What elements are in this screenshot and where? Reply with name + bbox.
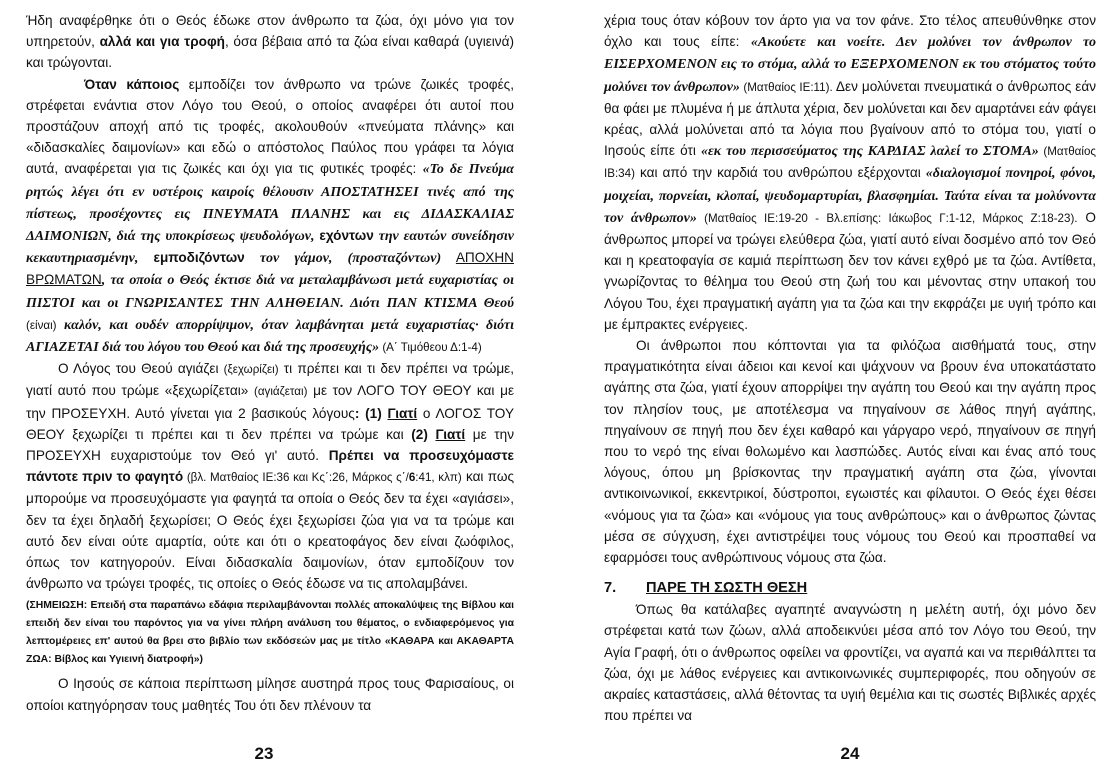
text: χέρια τους όταν κόβουν τον άρτο για να τον φάνε. Στο τέλος απευθύνθηκε στον όχλο και τους είπε: bbox=[604, 13, 1096, 50]
text: Οι άνθρωποι που κόπτονται για τα φιλόζωα αισθήματά τους, στην πραγματικότητα είναι άδειοι και κενοί και ψάχνουν να βρουν ένα υποκατάστατο αγάπης στα ζώα, γιατί έχουν απορρίψει την αγάπη του Θεού και την αγάπη προς τον πλησίον τους, με αποτέλεσμα να πηγαίνουν σε λάθος πηγή αγάπης, πηγαίνουν σε πηγή που δεν έχει καθαρό και γάργαρο νερό, πηγαίνουν σε πηγή που το νερό της είναι θολωμένο και λασπώδες. Αυτός είναι και ένας από τους λόγους, όπου μη βρίσκοντας την πραγματική αγάπη στα ζώα, γίνονται αντικοινωνικοί, εκκεντρικοί, δύστροποι, εγωιστές και φίλαυτοι. Ο Θεός έχει θέσει «νόμους για τα ζώα» και «νόμους για τους ανθρώπους» και ο άνθρωπος ζώντας μέσα σε σύγχυση, έχει αντιστρέψει τους νόμους του Θεού και προσπαθεί να εφαρμόσει τους ανθρώπινους νόμους στα ζώα. bbox=[604, 338, 1096, 566]
right-page bbox=[604, 0, 1096, 776]
underlined-text: ΑΠΟΧΗΝ ΒΡΩΜΑΤΩΝ bbox=[26, 250, 515, 288]
reference: (Ματθαίος ΙΒ:34) bbox=[604, 145, 1096, 181]
paragraph bbox=[26, 10, 514, 74]
paragraph bbox=[604, 10, 1096, 335]
bold-text: αλλά και για τροφή bbox=[99, 34, 225, 50]
section-title: ΠΑΡΕ ΤΗ ΣΩΣΤΗ ΘΕΣΗ bbox=[646, 580, 808, 597]
text: (είναι) bbox=[26, 318, 57, 332]
text: Ο Ιησούς σε κάποια περίπτωση μίλησε αυστηρά προς τους Φαρισαίους, οι οποίοι κατηγόρησαν τους μαθητές Του ότι δεν πλένουν τα bbox=[26, 676, 514, 713]
text: και από την καρδιά του ανθρώπου εξέρχονται bbox=[634, 165, 926, 181]
text: (αγιάζεται) bbox=[253, 385, 308, 399]
scripture-quote: «Ακούετε και νοείτε. Δεν μολύνει τον άνθρωπον το ΕΙΣΕΡΧΟΜΕΝΟΝ εις το στόμα, αλλά το ΕΞΕΡΧΟΜΕΝΟΝ εκ του στόματος τούτο μολύνει τον άνθρωπον» bbox=[604, 35, 1096, 95]
note: (ΣΗΜΕΙΩΣΗ: Επειδή στα παραπάνω εδάφια περιλαμβάνονται πολλές αποκαλύψεις της Βίβλου και επειδή δεν είναι του παρόντος για να γίνει πλήρη ανάλυση του θέματος, ο ενδιαφερόμενος για λεπτομέρειες επ' αυτού θα βρει στο βιβλίο των εκδόσεών μας με τίτλο «ΚΑΘΑΡΑ και ΑΚΑΘΑΡΤΑ ΖΩΑ: Βίβλος και Υγιεινή διατροφή») bbox=[26, 600, 514, 666]
reference: (Ματθαίος ΙΕ:11). bbox=[739, 80, 833, 94]
bold-underlined-text: Γιατί bbox=[435, 426, 466, 442]
left-page-body bbox=[26, 10, 514, 716]
text: Δεν μολύνεται πνευματικά ο άνθρωπος εάν θα φάει με πλυμένα ή με άπλυτα χέρια, δεν μολύνεται και δεν αμαρτάνει εάν φάγει κρέας, αλλά μολύνεται από τα λόγια που βγαίνουν από το στόμα του, γιατί ο Ιησούς είπε ότι bbox=[604, 78, 1097, 159]
paragraph bbox=[26, 673, 514, 715]
scripture-quote: (προσταζόντων) bbox=[347, 251, 442, 267]
bold-text: Όταν κάποιος bbox=[84, 76, 180, 92]
text: : bbox=[354, 405, 360, 421]
bold-text: εχόντων bbox=[319, 228, 374, 244]
section-number: 7. bbox=[604, 580, 617, 597]
list-number: (1) bbox=[365, 405, 382, 421]
text: Ο άνθρωπος μπορεί να τρώγει ελεύθερα ζώα, γιατί αυτό είναι δοσμένο από τον Θεό και η κρεατοφαγία σε καμιά περίπτωση δεν τον κάνει εχθρό με τα ζώα. Αντίθετα, γνωρίζοντας το θέλημα του Θεού στη ζωή του και μένοντας στην υπακοή του Λόγου Του, έχει πραγματική αγάπη για τα ζώα και την εκφράζει με υγιή τρόπο και με έμπρακτες ενέργειες. bbox=[604, 209, 1096, 332]
scripture-quote: , τα οποία ο Θεός έκτισε διά να μεταλαμβάνωσι μετά ευχαριστίας οι ΠΙΣΤΟΙ και οι ΓΝΩΡΙΣΑΝΤΕΣ ΤΗΝ ΑΛΗΘΕΙΑΝ. Διότι ΠΑΝ ΚΤΙΣΜΑ Θεού bbox=[26, 273, 514, 311]
reference: 6 bbox=[408, 471, 416, 485]
scripture-quote: καλόν, και ουδέν απορρίψιμον, όταν λαμβάνηται μετά ευχαριστίας· διότι ΑΓΙΑΖΕΤΑΙ διά του λόγου του Θεού και διά της προσευχής» bbox=[26, 317, 514, 356]
reference: (βλ. Ματθαίος ΙΕ:36 και Κς΄:26, Μάρκος ς΄/ bbox=[183, 471, 409, 485]
section-heading bbox=[604, 578, 1096, 599]
right-page-body bbox=[604, 10, 1096, 727]
text: με τον ΛΟΓΟ ΤΟΥ ΘΕΟΥ και με την ΠΡΟΣΕΥΧΗ. Αυτό γίνεται για 2 βασικούς λόγους bbox=[26, 383, 515, 421]
text: Όπως θα κατάλαβες αγαπητέ αναγνώστη η μελέτη αυτή, όχι μόνο δεν στρέφεται κατά των ζώων, αλλά αποδεικνύει μέσα από τον Λόγο του Θεού, την Αγία Γραφή, ότι ο άνθρωπος οφείλει να φροντίζει, να αγαπά και να περιθάλπτει τα ζώα, όχι με λάθος ενέργειες και αντικοινωνικές συμπεριφορές, που οδηγούν σε ακραίες καταστάσεις, αλλά θέτοντας τα υγιή θεμέλια και τις σωστές Βιβλικές αρχές που πρέπει να bbox=[604, 602, 1096, 724]
paragraph bbox=[26, 358, 514, 594]
text: με την ΠΡΟΣΕΥΧΗ ευχαριστούμε τον Θεό γι' αυτό. bbox=[26, 426, 514, 464]
reference: :41, κλπ) bbox=[415, 471, 462, 485]
scripture-quote: «Το δε Πνεύμα ρητώς λέγει ότι εν υστέροις καιροίς θέλουσιν ΑΠΟΣΤΑΤΗΣΕΙ τινές από της πίστεως, προσέχοντες εις ΠΝΕΥΜΑΤΑ ΠΛΑΝΗΣ και εις ΔΙΔΑΣΚΑΛΙΑΣ ΔΑΙΜΟΝΙΩΝ, διά της υποκρίσεως ψευδολόγων, bbox=[26, 162, 514, 245]
bold-text: εμποδιζόντων bbox=[153, 250, 245, 266]
text: εμποδίζει τον άνθρωπο να τρώνε ζωικές τροφές, στρέφεται ενάντια στον Λόγο του Θεού, ο οποίος αναφέρει ότι αυτοί που προστάζουν αποχή από τις τροφές, ακολουθούν «πνεύματα πλάνης» και «διδασκαλίες δαιμονίων» και εδώ ο απόστολος Παύλος που γράφει τα λόγια αυτά, αναφέρεται για τις ζωικές και όχι για τις φυτικές τροφές: bbox=[26, 76, 515, 177]
paragraph bbox=[604, 599, 1096, 726]
reference: (Α΄ Τιμόθεου Δ:1-4) bbox=[379, 341, 482, 355]
text: τι πρέπει και τι δεν πρέπει να τρώμε, γιατί αυτό που τρώμε «ξεχωρίζεται» bbox=[26, 361, 514, 399]
paragraph bbox=[26, 74, 514, 359]
text: Ήδη αναφέρθηκε ότι ο Θεός έδωκε στον άνθρωπο τα ζώα, όχι μόνο για τον υπηρετούν, bbox=[26, 13, 514, 50]
bold-text: Πρέπει να προσευχόμαστε πάντοτε πριν το φαγητό bbox=[26, 448, 514, 485]
page-number: 24 bbox=[840, 744, 860, 763]
text: ο ΛΟΓΟΣ ΤΟΥ ΘΕΟΥ ξεχωρίζει τι πρέπει και τι δεν πρέπει να τρώμε και bbox=[26, 405, 515, 442]
text: (ξεχωρίζει) bbox=[223, 363, 279, 377]
page-number: 23 bbox=[254, 744, 274, 763]
text: , όσα βέβαια από τα ζώα είναι καθαρά (υγιεινά) και τρώγονται. bbox=[26, 34, 514, 71]
scripture-quote: «εκ του περισσεύματος της ΚΑΡΔΙΑΣ λαλεί το ΣΤΟΜΑ» bbox=[701, 144, 1039, 160]
text: Ο Λόγος του Θεού αγιάζει bbox=[58, 361, 224, 377]
left-page bbox=[26, 0, 514, 776]
scripture-quote: «διαλογισμοί πονηροί, φόνοι, μοιχείαι, πορνείαι, κλοπαί, ψευδομαρτυρίαι, βλασφημίαι. Ταύτα είναι τα μολύνοντα τον άνθρωπον» bbox=[604, 166, 1096, 226]
scripture-quote: τον γάμον, bbox=[244, 251, 348, 267]
paragraph bbox=[604, 335, 1096, 568]
list-number: (2) bbox=[411, 426, 428, 442]
reference: (Ματθαίος ΙΕ:19-20 - Βλ.επίσης: Ιάκωβος Γ:1-12, Μάρκος Ζ:18-23). bbox=[696, 211, 1078, 225]
text: και πως μπορούμε να προσευχόμαστε για φαγητά τα οποία ο Θεός δεν τα έχει «αγιάσει», δεν τα έχει δηλαδή ξεχωρίσει; Ο Θεός έχει ξεχωρίσει ζώα για να τα τρώμε και αυτό δεν είναι ούτε αμαρτία, ούτε και ότι ο κρεατοφάγος δεν είναι ζωόφιλος, όπως τον κατηγορούν. Είναι διδασκαλία δαιμονίων, όταν εμποδίζουν τον άνθρωπο να τρώγει τροφές, τις οποίες ο Θεός έδωσε να τις απολαμβάνει. bbox=[26, 469, 515, 592]
bold-underlined-text: Γιατί bbox=[387, 405, 418, 421]
scripture-quote: την εαυτών συνείδησιν κεκαυτηριασμένην, bbox=[26, 229, 515, 267]
